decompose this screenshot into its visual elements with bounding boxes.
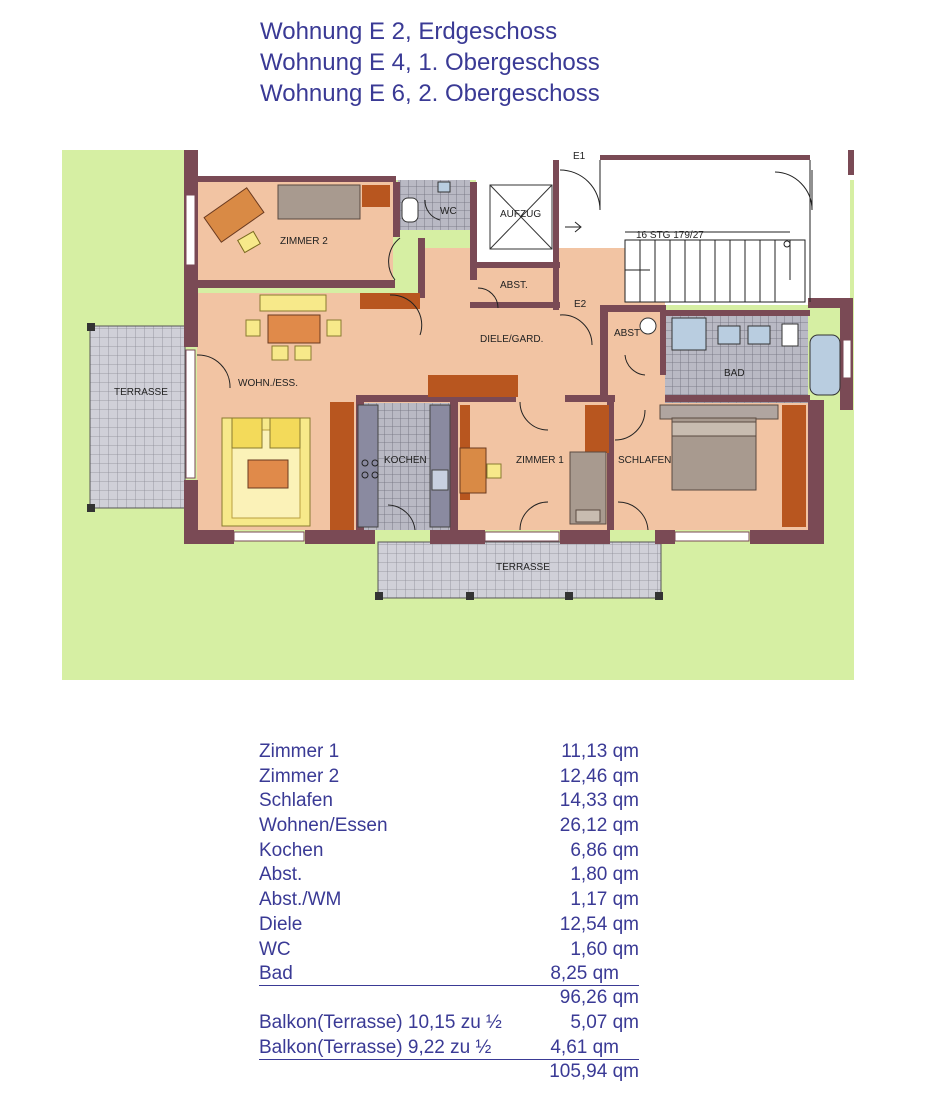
terrace-left: [90, 326, 185, 508]
label-wc: WC: [440, 206, 457, 217]
label-e1: E1: [573, 151, 586, 162]
area-row: [259, 789, 659, 814]
label-aufzug: AUFZUG: [500, 209, 542, 220]
area-value: 1,60 qm: [570, 938, 639, 960]
area-name: Zimmer 2: [259, 765, 340, 787]
label-abst-2: ABST: [614, 328, 641, 339]
label-e2: E2: [574, 299, 587, 310]
balcony-value: 4,61 qm: [550, 1036, 619, 1058]
area-row: [259, 839, 659, 864]
area-name: Wohnen/Essen: [259, 815, 388, 837]
area-name: Bad: [259, 963, 293, 985]
balcony-row: [259, 1011, 659, 1036]
label-abst-1: ABST.: [500, 280, 528, 291]
total-row: [259, 1060, 659, 1085]
area-value: 11,13 qm: [561, 741, 639, 762]
label-zimmer2: ZIMMER 2: [280, 236, 328, 247]
area-table: [259, 740, 659, 1085]
area-row: [259, 814, 659, 839]
area-row: [259, 938, 659, 963]
area-row: [259, 765, 659, 790]
balcony-row: [259, 1036, 639, 1060]
balcony-name: Balkon(Terrasse) 9,22 zu ½: [259, 1036, 492, 1058]
area-value: 12,46 qm: [559, 765, 639, 787]
floor-plan: [0, 130, 927, 690]
label-zimmer1: ZIMMER 1: [516, 455, 564, 466]
label-terrasse-left: TERRASSE: [114, 387, 168, 398]
area-name: Abst.: [259, 864, 303, 886]
area-row: [259, 962, 639, 986]
area-row: [259, 913, 659, 938]
area-value: 6,86 qm: [570, 839, 639, 861]
apartment-titles: [260, 16, 600, 109]
area-name: Zimmer 1: [259, 741, 340, 762]
area-name: Abst./WM: [259, 889, 342, 911]
subtotal-row: [259, 986, 659, 1011]
area-value: 1,80 qm: [570, 864, 639, 886]
area-row: [259, 888, 659, 913]
title-line-3: Wohnung E 6, 2. Obergeschoss: [260, 80, 600, 107]
title-line-2: Wohnung E 4, 1. Obergeschoss: [260, 49, 600, 76]
area-name: WC: [259, 938, 291, 960]
subtotal-value: 96,26 qm: [559, 987, 639, 1009]
label-schlafen: SCHLAFEN: [618, 455, 672, 466]
area-value: 1,17 qm: [570, 889, 639, 911]
area-name: Schlafen: [259, 790, 333, 812]
label-stair: 16 STG 179/27: [636, 230, 704, 241]
label-diele: DIELE/GARD.: [480, 334, 544, 345]
area-row: [259, 863, 659, 888]
label-bad: BAD: [724, 368, 745, 379]
area-value: 8,25 qm: [550, 963, 619, 985]
area-value: 14,33 qm: [559, 790, 639, 812]
balcony-value: 5,07 qm: [570, 1012, 639, 1034]
area-value: 12,54 qm: [559, 913, 639, 935]
area-row: [259, 740, 659, 765]
area-value: 26,12 qm: [559, 815, 639, 837]
title-line-1: Wohnung E 2, Erdgeschoss: [260, 18, 558, 45]
label-wohn-ess: WOHN./ESS.: [238, 378, 299, 389]
label-kochen: KOCHEN: [384, 455, 427, 466]
area-name: Diele: [259, 913, 303, 935]
total-value: 105,94 qm: [549, 1060, 639, 1082]
label-terrasse-bottom: TERRASSE: [496, 562, 550, 573]
area-name: Kochen: [259, 839, 324, 861]
balcony-name: Balkon(Terrasse) 10,15 zu ½: [259, 1012, 502, 1034]
